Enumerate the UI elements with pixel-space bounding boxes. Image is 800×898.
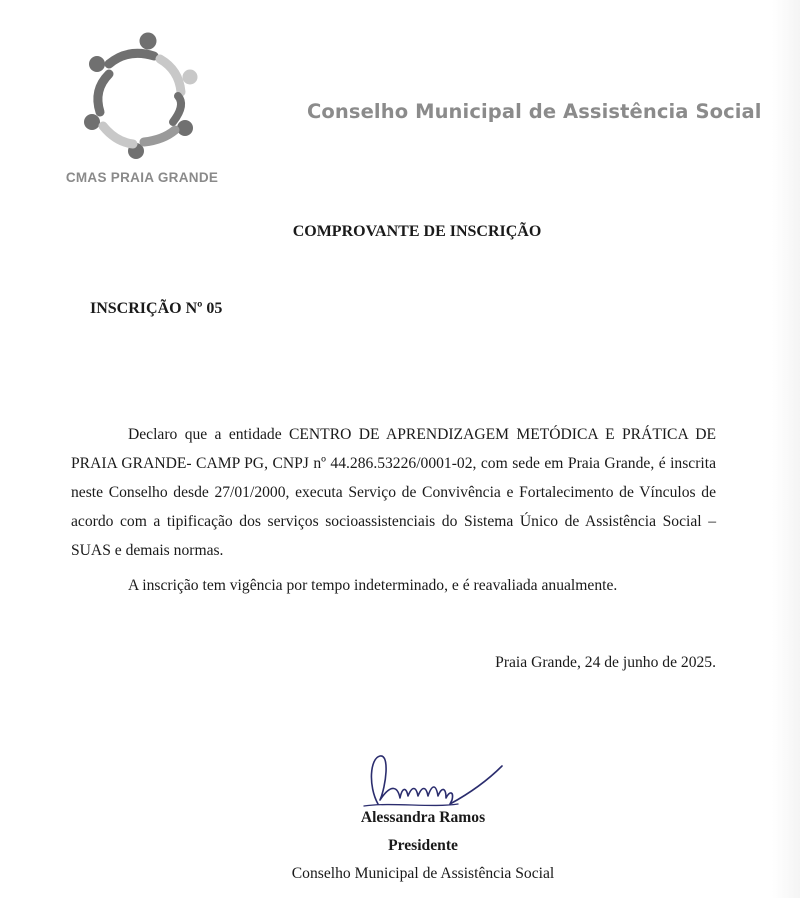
- signer-role: Presidente: [388, 837, 458, 854]
- date-line: Praia Grande, 24 de junho de 2025.: [495, 654, 716, 671]
- page-edge-shadow: [772, 0, 800, 898]
- signer-organization: Conselho Municipal de Assistência Social: [291, 865, 555, 882]
- header-title: Conselho Municipal de Assistência Social: [307, 100, 762, 123]
- vigencia-statement: A inscrição tem vigência por tempo indeterminado, e é reavaliada anualmente.: [128, 577, 618, 594]
- handwritten-signature-icon: [362, 752, 507, 812]
- declaration-paragraph: Declaro que a entidade CENTRO DE APRENDIZAGEM METÓDICA E PRÁTICA DE PRAIA GRANDE- CAMP PG, CNPJ nº 44.286.53226/0001-02, com sede em Praia Grande, é inscrita neste Conselho desde 27/01/2000, executa Serviço de Convivência e Fortalecimento de Vínculos de acordo com a tipificação dos serviços socioassistenciais do Sistema Único de Assistência Social – SUAS e demais normas.: [71, 426, 716, 559]
- inscricao-number: INSCRIÇÃO Nº 05: [90, 300, 223, 317]
- people-circle-logo-icon: [78, 30, 208, 160]
- signer-name: Alessandra Ramos: [360, 809, 486, 826]
- document-title: COMPROVANTE DE INSCRIÇÃO: [292, 223, 542, 240]
- logo-caption: CMAS PRAIA GRANDE: [65, 170, 219, 185]
